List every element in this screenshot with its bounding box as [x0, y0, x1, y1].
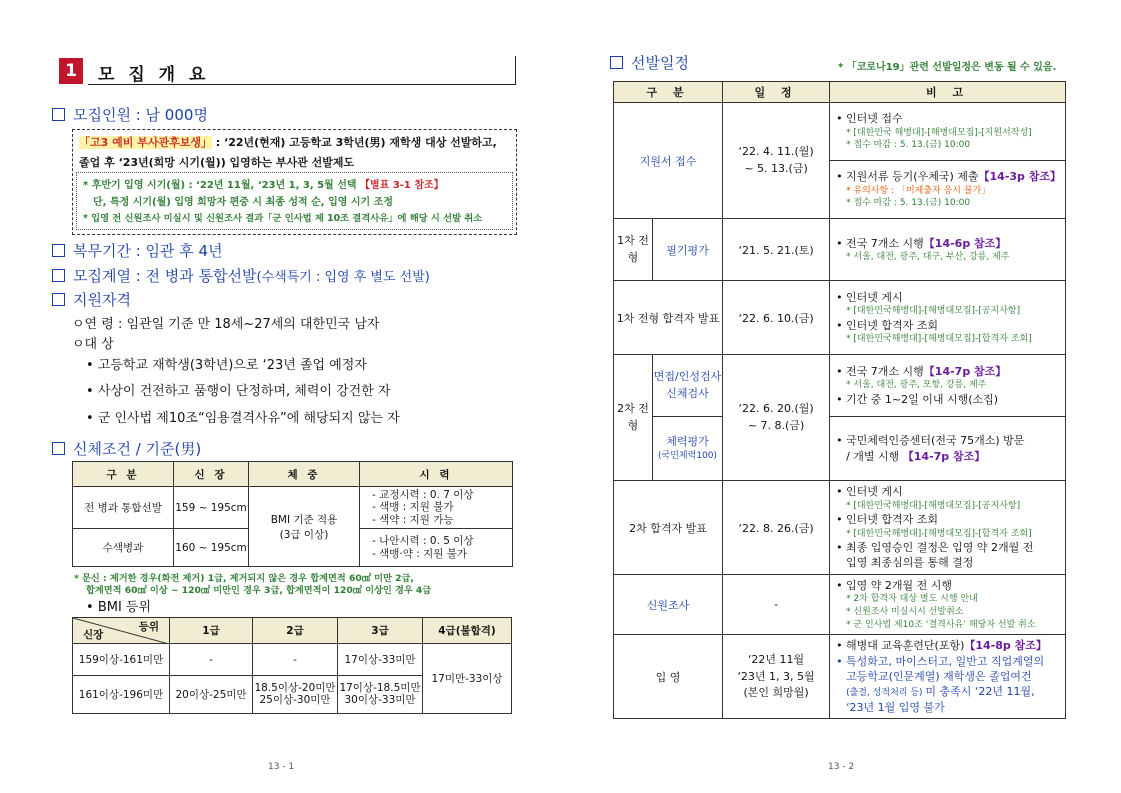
- enlist-date: ‘22년 11월 ‘23년 1, 3, 5월 (본인 희망월): [723, 635, 830, 719]
- bmi-title: • BMI 등위: [86, 600, 152, 615]
- enlist-label: 입 영: [614, 635, 723, 719]
- header-weight: 체 중: [249, 462, 360, 487]
- bmi-header-grade3: 3급: [338, 618, 423, 644]
- recruit-count-heading: 모집인원 : 남 000명: [52, 104, 208, 125]
- program-note-box: [72, 129, 517, 235]
- row-category: 수색병과: [73, 529, 174, 567]
- second-result-label: 2차 합격자 발표: [614, 481, 723, 575]
- header-remarks: 비 고: [830, 82, 1066, 103]
- note-inner-line-2: 단, 특정 시기(월) 입영 희망자 편중 시 최종 성적 순, 입영 시기 조정: [93, 197, 394, 208]
- row-vision: - 교정시력 : 0. 7 이상 - 색맹 : 지원 불가 - 색약 : 지원 가능: [360, 487, 513, 529]
- check-date: -: [723, 575, 830, 635]
- bmi-corner-header: 등위 신장: [73, 618, 170, 644]
- check-remark: • 입영 약 2개월 전 시행 * 2차 합격자 대상 별도 시행 안내 * 신원조사 미실시시 선발취소 * 군 인사법 제10조 ‘결격사유’ 해당자 선발 취소: [830, 575, 1066, 635]
- row-height: 160 ~ 195cm: [174, 529, 249, 567]
- table-row: [614, 635, 1066, 719]
- interview-label: 면접/인성검사 신체검사: [653, 355, 723, 417]
- table-row: [614, 481, 1066, 575]
- page-number: 13 - 2: [828, 762, 855, 772]
- section-title: 모 집 개 요: [98, 65, 210, 85]
- bmi-grade3: 17이상-33미만: [338, 644, 423, 676]
- check-label: 신원조사: [614, 575, 723, 635]
- second-result-remark: • 인터넷 게시 * [대한민국해병대]-[해병대모집]-[공지사항] • 인터넷 합격자 조회 * [대한민국해병대]-[해병대모집]-[합격자 조회] • 최종 입영승인 결정은 입영 약 2개월 전 입영 최종심의를 통해 결정: [830, 481, 1066, 575]
- age-requirement: ㅇ연 령 : 임관일 기준 만 18세~27세의 대한민국 남자: [72, 317, 380, 332]
- bmi-header-grade2: 2급: [253, 618, 338, 644]
- table-row: [614, 281, 1066, 355]
- table-row: [614, 103, 1066, 161]
- service-period-heading: 복무기간 : 임관 후 4년: [52, 240, 223, 261]
- bmi-grade2: -: [253, 644, 338, 676]
- body-condition-table: [72, 461, 513, 567]
- table-row: [614, 417, 1066, 481]
- apply-date: ‘22. 4. 11.(월) ~ 5. 13.(금): [723, 103, 830, 219]
- row-weight: BMI 기준 적용 (3급 이상): [249, 487, 360, 567]
- note-line-2: 졸업 후 ‘23년(희망 시기(월)) 입영하는 부사관 선발제도: [79, 156, 355, 169]
- header-height: 신 장: [174, 462, 249, 487]
- bmi-grade1: 20이상-25미만: [170, 676, 253, 714]
- header-vision: 시 력: [360, 462, 513, 487]
- first-result-remark: • 인터넷 게시 * [대한민국해병대]-[해병대모집]-[공지사항] • 인터넷 합격자 조회 * [대한민국해병대]-[해병대모집]-[합격자 조회]: [830, 281, 1066, 355]
- first-result-label: 1차 전형 합격자 발표: [614, 281, 723, 355]
- note-inner-line-1: * 후반기 입영 시기(월) : ‘22년 11월, ‘23년 1, 3, 5월 선택 【별표 3-1 참조】: [83, 180, 444, 191]
- schedule-heading: 선발일정: [610, 52, 689, 73]
- table-row: [614, 575, 1066, 635]
- table-row: [614, 355, 1066, 417]
- target-bullet-3: • 군 인사법 제10조“임용결격사유”에 해당되지 않는 자: [86, 411, 400, 426]
- tattoo-note-1: * 문신 : 제거한 경우(화전 제거) 1급, 제거되지 않은 경우 합계면적 60㎠ 미만 2급,: [74, 573, 414, 584]
- checkbox-square-icon: [52, 269, 65, 282]
- checkbox-square-icon: [52, 442, 65, 455]
- enlist-remark: • 해병대 교육훈련단(포항)【14-8p 참조】 • 특성화고, 마이스터고, 일반고 직업계열의 고등학교(인문계열) 재학생은 졸업여건 (출결, 성적처리 등) 미 충족시 ‘22년 11월, ‘23년 1월 입영 불가: [830, 635, 1066, 719]
- second-date: ‘22. 6. 20.(월) ~ 7. 8.(금): [723, 355, 830, 481]
- bmi-grade3: 17이상-18.5미만 30이상-33미만: [338, 676, 423, 714]
- fitness-label: 체력평가 (국민체력100): [653, 417, 723, 481]
- tattoo-note-2: 합계면적 60㎠ 이상 ~ 120㎠ 미만인 경우 3급, 합계면적이 120㎠ 이상인 경우 4급: [86, 585, 432, 596]
- header-category: 구 분: [73, 462, 174, 487]
- checkbox-square-icon: [610, 56, 623, 69]
- bmi-height: 159이상-161미만: [73, 644, 170, 676]
- field-heading: 모집계열 : 전 병과 통합선발(수색특기 : 입영 후 별도 선발): [52, 265, 430, 286]
- written-label: 필기평가: [653, 219, 723, 281]
- apply-label: 지원서 접수: [614, 103, 723, 219]
- note-line-1: 「고3 예비 부사관후보생」 : ‘22년(현재) 고등학교 3학년(男) 재학생 대상 선발하고,: [79, 136, 497, 149]
- bmi-header-grade1: 1급: [170, 618, 253, 644]
- table-row: [614, 219, 1066, 281]
- interview-remark: • 전국 7개소 시행【14-7p 참조】 * 서울, 대전, 광주, 포항, 강릉, 제주 • 기간 중 1~2일 이내 시행(소집): [830, 355, 1066, 417]
- fitness-remark: • 국민체력인증센터(전국 75개소) 방문 / 개별 시행 【14-7p 참조】: [830, 417, 1066, 481]
- bmi-grade4: 17미만-33이상: [423, 644, 512, 714]
- table-row: [73, 487, 513, 529]
- row-vision: - 나안시력 : 0. 5 이상 - 색맹·약 : 지원 불가: [360, 529, 513, 567]
- note-inner-box: [76, 172, 513, 230]
- bmi-header-grade4: 4급(불합격): [423, 618, 512, 644]
- apply-remark-documents: • 지원서류 등기(우체국) 제출【14-3p 참조】 * 유의사항 : 「미제출자 응시 불가」 * 접수 마감 : 5. 13.(금) 10:00: [830, 161, 1066, 219]
- target-bullet-1: • 고등학교 재학생(3학년)으로 ‘23년 졸업 예정자: [86, 358, 367, 373]
- left-page: [0, 0, 560, 793]
- header-schedule: 일 정: [723, 82, 830, 103]
- corona-note: * 「코로나19」관련 선발일정은 변동 될 수 있음.: [838, 62, 1057, 73]
- target-label: ㅇ대 상: [72, 337, 114, 352]
- body-condition-heading: 신체조건 / 기준(男): [52, 438, 201, 459]
- table-row: [73, 644, 512, 676]
- target-bullet-2: • 사상이 건전하고 품행이 단정하며, 체력이 강건한 자: [86, 384, 391, 399]
- page-number: 13 - 1: [268, 762, 295, 772]
- written-remark: • 전국 7개소 시행【14-6p 참조】 * 서울, 대전, 광주, 대구, 부산, 강릉, 제주: [830, 219, 1066, 281]
- header-category: 구 분: [614, 82, 723, 103]
- checkbox-square-icon: [52, 244, 65, 257]
- bmi-grade1: -: [170, 644, 253, 676]
- bmi-height: 161이상-196미만: [73, 676, 170, 714]
- qualification-heading: 지원자격: [52, 289, 131, 310]
- apply-remark-online: • 인터넷 접수 * [대한민국 해병대]-[해병대모집]-[지원서작성] * 접수 마감 : 5. 13.(금) 10:00: [830, 103, 1066, 161]
- bmi-table: [72, 617, 512, 714]
- section-underline: [88, 56, 516, 85]
- schedule-table: [613, 81, 1066, 719]
- section-number-badge: 1: [59, 58, 83, 84]
- right-page: [560, 0, 1121, 793]
- checkbox-square-icon: [52, 108, 65, 121]
- row-category: 전 병과 통합선발: [73, 487, 174, 529]
- checkbox-square-icon: [52, 293, 65, 306]
- bmi-grade2: 18.5이상-20미만 25이상-30미만: [253, 676, 338, 714]
- note-inner-line-3: * 입영 전 신원조사 미실시 및 신원조사 결과「군 인사법 제 10조 결격사유」에 해당 시 선발 취소: [83, 213, 483, 224]
- row-height: 159 ~ 195cm: [174, 487, 249, 529]
- stage1-label: 1차 전형: [614, 219, 653, 281]
- stage2-label: 2차 전형: [614, 355, 653, 481]
- second-result-date: ‘22. 8. 26.(금): [723, 481, 830, 575]
- first-result-date: ‘22. 6. 10.(금): [723, 281, 830, 355]
- written-date: ‘21. 5. 21.(토): [723, 219, 830, 281]
